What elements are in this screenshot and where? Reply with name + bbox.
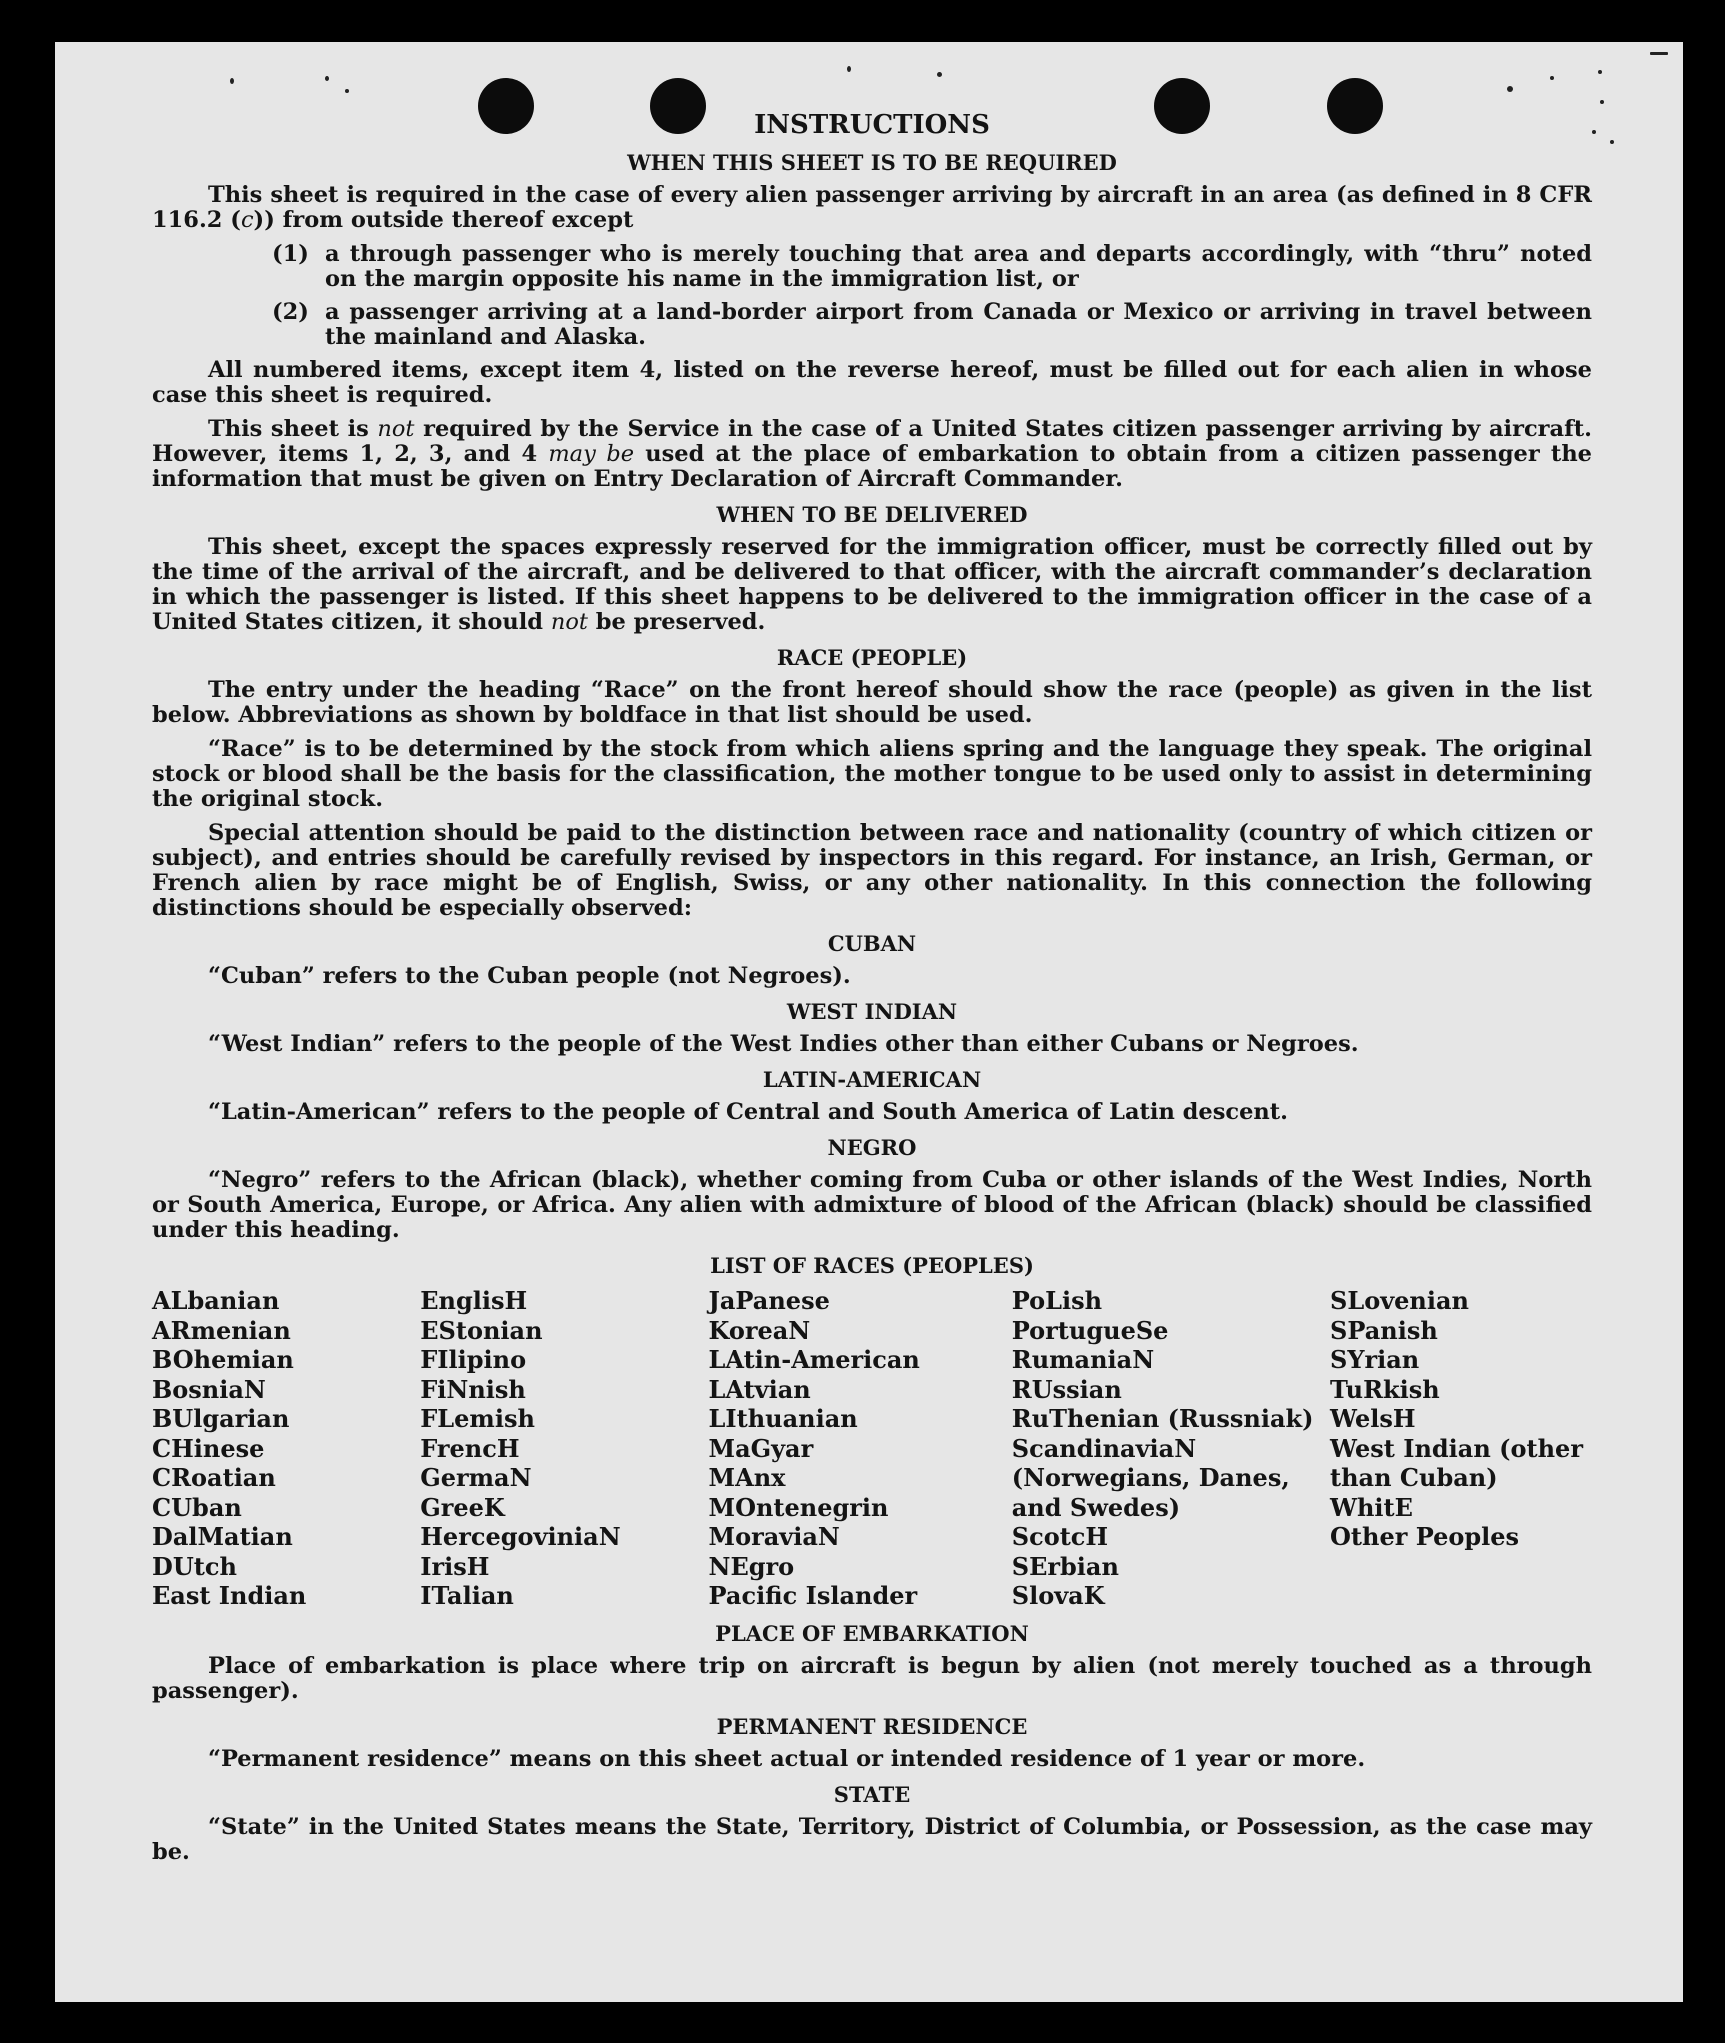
race-item: KoreaN <box>708 1315 811 1345</box>
speck <box>345 89 349 93</box>
race-item: JaPanese <box>708 1286 830 1315</box>
race-item: BUlgarian <box>152 1404 290 1433</box>
section-heading: WHEN THIS SHEET IS TO BE REQUIRED <box>627 150 1117 175</box>
race-item: FrencH <box>420 1433 520 1463</box>
race-item: WelsH <box>1330 1404 1416 1433</box>
race-item: CRoatian <box>152 1463 276 1492</box>
race-item: ITalian <box>420 1581 514 1610</box>
race-item: EnglisH <box>420 1286 528 1315</box>
race-item: FiNnish <box>420 1374 526 1404</box>
race-item: DUtch <box>152 1551 237 1581</box>
race-item: FIlipino <box>420 1345 527 1374</box>
race-item: MaGyar <box>708 1433 814 1463</box>
section-heading: PLACE OF EMBARKATION <box>715 1620 1029 1646</box>
section-heading: PERMANENT RESIDENCE <box>716 1713 1028 1739</box>
race-item: EStonian <box>420 1315 543 1345</box>
race-item: WhitE <box>1330 1492 1413 1522</box>
race-column <box>709 1286 994 1611</box>
race-item: SPanish <box>1330 1315 1438 1345</box>
race-item: SlovaK <box>1011 1581 1105 1610</box>
race-item: MoraviaN <box>708 1522 840 1551</box>
race-item: Pacific Islander <box>708 1581 918 1610</box>
race-item: ALbanian <box>152 1286 280 1315</box>
race-item: ScotcH <box>1011 1522 1109 1551</box>
race-item: LAtin-American <box>708 1345 920 1374</box>
speck <box>1600 100 1604 104</box>
list-item: (1) a through passenger who is merely touching that area and departs accordingly, with “thru” noted on the margin opposite his name in the immigration list, or <box>272 241 1592 292</box>
speck <box>230 78 234 84</box>
race-item: LIthuanian <box>708 1404 858 1433</box>
race-item: ScandinaviaN (Norwegians, Danes, and Swedes) <box>1011 1433 1290 1522</box>
list-item: (2) a passenger arriving at a land-border airport from Canada or Mexico or arriving in travel between the mainland and Alaska. <box>272 299 1592 350</box>
section-heading: WHEN TO BE DELIVERED <box>716 502 1028 527</box>
race-item: IrisH <box>420 1551 490 1581</box>
paragraph: This sheet, except the spaces expressly reserved for the immigration officer, must be correctly filled out by the time of the arrival of the aircraft, and be delivered to that officer, with the aircraft commander’s declaration in which the passenger is listed. If this sheet happens to be delivered to the immigration officer in the case of a United States citizen, it should not be preserved. <box>152 534 1592 635</box>
race-item: HercegoviniaN <box>420 1522 621 1551</box>
paragraph: All numbered items, except item 4, listed on the reverse hereof, must be filled out for each alien in whose case this sheet is required. <box>152 357 1592 408</box>
race-item: RUssian <box>1011 1374 1122 1404</box>
speck <box>1507 86 1513 92</box>
section-heading: LIST OF RACES (PEOPLES) <box>710 1253 1034 1278</box>
race-item: TuRkish <box>1330 1374 1440 1404</box>
paragraph: Special attention should be paid to the distinction between race and nationality (country of which citizen or subject), and entries should be carefully revised by inspectors in this regard. For instance, an Irish, German, or French alien by race might be of English, Swiss, or any other nationality. In this connection the following distinctions should be especially observed: <box>152 820 1592 921</box>
paragraph: Place of embarkation is place where trip on aircraft is begun by alien (not merely touched as a through passenger). <box>152 1652 1592 1704</box>
race-item: MOntenegrin <box>708 1492 889 1522</box>
speck <box>1610 140 1614 144</box>
race-item: FLemish <box>420 1404 535 1433</box>
speck <box>937 72 942 77</box>
paragraph: This sheet is required in the case of every alien passenger arriving by aircraft in an area (as defined in 8 CFR 116.2 (c)) from outside thereof except <box>152 182 1592 233</box>
race-column <box>1330 1286 1592 1611</box>
speck <box>847 66 851 72</box>
page-title: INSTRUCTIONS <box>754 110 990 140</box>
speck <box>1598 70 1602 74</box>
race-column <box>1012 1286 1312 1611</box>
race-item: MAnx <box>708 1463 786 1492</box>
paragraph: This sheet is not required by the Service in the case of a United States citizen passenger arriving by aircraft. However, items 1, 2, 3, and 4 may be used at the place of embarkation to obtain from a citizen passenger the information that must be given on Entry Declaration of Aircraft Commander. <box>152 416 1592 492</box>
speck <box>325 76 329 81</box>
paragraph: “Race” is to be determined by the stock from which aliens spring and the language they speak. The original stock or blood shall be the basis for the classification, the mother tongue to be used only to assist in determining the original stock. <box>152 736 1592 812</box>
race-item: CUban <box>152 1492 242 1522</box>
speck <box>1650 52 1668 55</box>
race-item: PortugueSe <box>1011 1315 1169 1345</box>
paragraph: The entry under the heading “Race” on the front hereof should show the race (people) as given in the list below. Abbreviations as shown by boldface in that list should be used. <box>152 677 1592 728</box>
section-heading: LATIN-AMERICAN <box>762 1067 982 1092</box>
race-item: LAtvian <box>708 1374 811 1404</box>
section-heading: RACE (PEOPLE) <box>776 645 968 670</box>
section-heading: STATE <box>833 1781 911 1807</box>
race-item: RumaniaN <box>1011 1345 1155 1374</box>
section-heading: WEST INDIAN <box>786 999 958 1024</box>
paragraph: “Negro” refers to the African (black), whether coming from Cuba or other islands of the West Indies, North or South America, Europe, or Africa. Any alien with admixture of blood of the African (black) should be classified under this heading. <box>152 1167 1592 1243</box>
race-item: SLovenian <box>1330 1286 1469 1315</box>
document-page <box>55 42 1683 2002</box>
section-heading: NEGRO <box>827 1135 917 1160</box>
race-item: PoLish <box>1011 1286 1103 1315</box>
paragraph: “Latin-American” refers to the people of Central and South America of Latin descent. <box>208 1099 1288 1125</box>
race-list <box>152 1286 1592 1611</box>
paragraph: “State” in the United States means the State, Territory, District of Columbia, or Possession, as the case may be. <box>152 1813 1592 1865</box>
speck <box>1550 76 1554 80</box>
race-item: ARmenian <box>152 1315 291 1345</box>
race-item: Other Peoples <box>1330 1522 1520 1551</box>
paragraph: “Cuban” refers to the Cuban people (not Negroes). <box>208 963 851 989</box>
race-item: DalMatian <box>152 1522 293 1551</box>
race-item: RuThenian (Russniak) <box>1011 1404 1314 1433</box>
race-item: GreeK <box>420 1492 505 1522</box>
race-item: GermaN <box>420 1463 532 1492</box>
race-item: SYrian <box>1330 1345 1420 1374</box>
instructions-body <box>152 110 1592 1874</box>
race-item: BOhemian <box>152 1345 294 1374</box>
race-item: East Indian <box>152 1581 307 1610</box>
race-item: BosniaN <box>152 1374 266 1404</box>
speck <box>1592 130 1596 134</box>
paragraph: “West Indian” refers to the people of the West Indies other than either Cubans or Negroes. <box>208 1031 1359 1057</box>
race-column <box>152 1286 402 1611</box>
paragraph: “Permanent residence” means on this sheet actual or intended residence of 1 year or more. <box>208 1745 1366 1772</box>
race-item: West Indian (other than Cuban) <box>1330 1433 1583 1492</box>
race-item: SErbian <box>1011 1551 1119 1581</box>
race-column <box>420 1286 690 1611</box>
section-heading: CUBAN <box>827 931 917 956</box>
race-item: CHinese <box>152 1433 265 1463</box>
race-item: NEgro <box>708 1551 795 1581</box>
